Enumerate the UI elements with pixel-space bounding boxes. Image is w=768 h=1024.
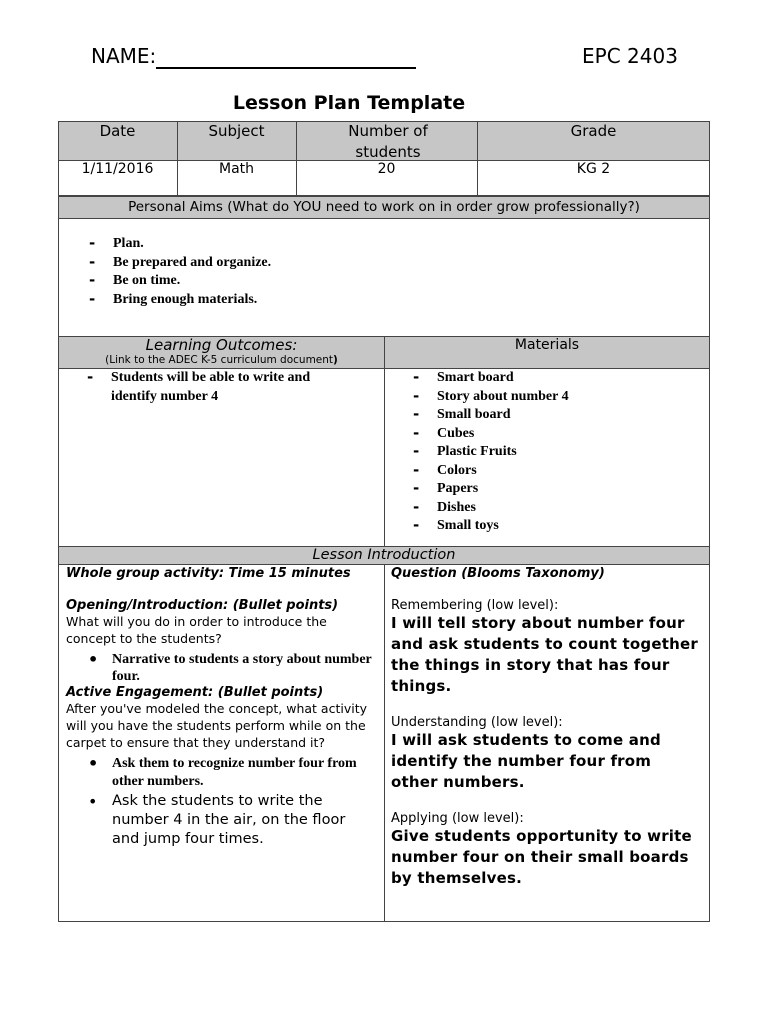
engagement-prompt: After you've modeled the concept, what activity will you have the students perform while on the carpet to ensure that they understand it? [66, 701, 368, 750]
grade-value: KG 2 [576, 161, 611, 177]
learning-outcomes-list [87, 369, 317, 406]
course-code: EPC 2403 [582, 44, 678, 68]
opening-prompt: What will you do in order to introduce the concept to the students? [66, 614, 327, 646]
lesson-intro-header [58, 546, 710, 565]
subject-header: Subject [208, 122, 265, 140]
list-item: • Narrative to students a story about number four. [66, 651, 376, 685]
applying-label: Applying (low level): [391, 811, 524, 826]
activity-time: Whole group activity: Time 15 minutes [66, 566, 351, 581]
list-item: - Plastic Fruits [413, 443, 569, 462]
name-label: NAME: [91, 44, 157, 68]
materials-list [413, 369, 569, 536]
subject-value: Math [218, 161, 255, 177]
opening-list [66, 651, 376, 685]
students-value: 20 [377, 161, 396, 177]
understanding-text: I will ask students to come and identify the number four from other numbers. [391, 731, 661, 791]
materials-body [384, 368, 710, 547]
personal-aims-list [89, 235, 271, 309]
list-item: - Small toys [413, 517, 569, 536]
date-value: 1/11/2016 [81, 161, 154, 177]
list-item: - Story about number 4 [413, 388, 569, 407]
questions-heading: Question (Blooms Taxonomy) [391, 566, 605, 581]
date-header: Date [99, 122, 136, 140]
curriculum-link-close: ) [333, 354, 338, 366]
list-item: - Small board [413, 406, 569, 425]
page-title: Lesson Plan Template [232, 92, 466, 114]
lesson-intro-heading: Lesson Introduction [312, 547, 456, 563]
understanding-label: Understanding (low level): [391, 715, 563, 730]
remembering-text: I will tell story about number four and ask students to count together the things in story that has four things. [391, 614, 698, 695]
list-item: - Be on time. [89, 272, 271, 291]
list-item: - Plan. [89, 235, 271, 254]
learning-outcomes-header [58, 336, 385, 369]
grade-header: Grade [570, 122, 617, 140]
personal-aims-heading: Personal Aims (What do YOU need to work on in order grow professionally?) [128, 199, 640, 215]
name-blank-line [156, 67, 416, 69]
lesson-intro-left [58, 564, 385, 922]
col-divider [296, 121, 297, 196]
list-item: - Be prepared and organize. [89, 254, 271, 273]
engagement-list [66, 755, 376, 849]
learning-outcomes-heading: Learning Outcomes: [145, 336, 298, 354]
personal-aims-header [58, 196, 710, 219]
opening-heading: Opening/Introduction: (Bullet points) [66, 598, 339, 613]
list-item: - Papers [413, 480, 569, 499]
list-item: - Cubes [413, 425, 569, 444]
materials-heading: Materials [514, 337, 580, 353]
applying-text: Give students opportunity to write number four on their small boards by themselves. [391, 827, 692, 887]
list-item: • Ask them to recognize number four from other numbers. [66, 755, 376, 791]
curriculum-link-text: (Link to the ADEC K-5 curriculum document [105, 354, 334, 366]
curriculum-link-note [59, 354, 384, 366]
learning-outcomes-body [58, 368, 385, 547]
list-item: - Colors [413, 462, 569, 481]
students-header: Number of students [348, 122, 428, 161]
personal-aims-body [58, 218, 710, 337]
engagement-heading: Active Engagement: (Bullet points) [66, 685, 324, 700]
list-item: - Smart board [413, 369, 569, 388]
list-item: - Students will be able to write and identify number 4 [87, 369, 317, 406]
list-item: • Ask the students to write the number 4 in the air, on the floor and jump four times. [66, 792, 376, 849]
lesson-intro-right [384, 564, 710, 922]
list-item: - Bring enough materials. [89, 291, 271, 310]
materials-header [384, 336, 710, 369]
list-item: - Dishes [413, 499, 569, 518]
remembering-label: Remembering (low level): [391, 598, 559, 613]
